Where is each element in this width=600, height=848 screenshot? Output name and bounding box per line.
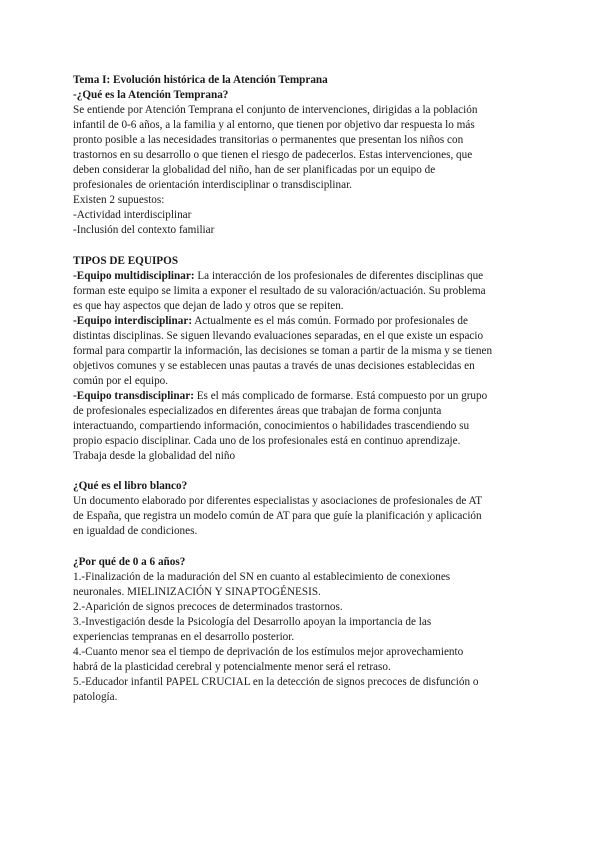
trans-first-text: Es el más complicado de formarse. Está compuesto por un grupo	[193, 389, 488, 402]
list-item: 1.-Finalización de la maduración del SN en cuanto al establecimiento de conexiones	[73, 570, 451, 583]
paragraph-line: distintas disciplinas. Se siguen llevando evaluaciones separadas, en el que existe un espacio	[73, 329, 484, 342]
inter-first-line	[73, 314, 533, 329]
paragraph-line: objetivos comunes y se establecen unas pautas a través de unas decisiones establecidas en	[73, 359, 475, 372]
paragraph-line: Existen 2 supuestos:	[73, 194, 165, 207]
list-item: -Inclusión del contexto familiar	[73, 224, 215, 237]
list-item: 4.-Cuanto menor sea el tiempo de deprivación de los estímulos mejor aprovechamiento	[73, 645, 464, 658]
paragraph-line: de España, que registra un modelo común de AT para que guíe la planificación y aplicación	[73, 510, 482, 523]
list-item: 5.-Educador infantil PAPEL CRUCIAL en la detección de signos precoces de disfunción o	[73, 675, 479, 688]
paragraph-line: Se entiende por Atención Temprana el conjunto de intervenciones, dirigidas a la población	[73, 104, 478, 117]
inter-first-text: Actualmente es el más común. Formado por profesionales de	[192, 314, 468, 327]
spacer	[73, 239, 533, 254]
equipos-heading: TIPOS DE EQUIPOS	[73, 254, 179, 267]
list-item: neuronales. MIELINIZACIÓN Y SINAPTOGÉNESIS.	[73, 585, 321, 598]
paragraph-line: trastornos en su desarrollo o que tienen el riesgo de padecerlos. Estas intervenciones, que	[73, 149, 473, 162]
trans-first-line	[73, 389, 533, 404]
list-item: 2.-Aparición de signos precoces de determinados trastornos.	[73, 600, 343, 613]
paragraph-line: es que hay aspectos que dejan de lado y otros que se repiten.	[73, 299, 344, 312]
paragraph-line: de profesionales especializados en diferentes áreas que trabajan de forma conjunta	[73, 405, 442, 418]
paragraph-line: propio espacio disciplinar. Cada uno de los profesionales está en continuo aprendizaje.	[73, 435, 461, 448]
spacer	[73, 539, 533, 554]
document-page	[73, 73, 533, 705]
spacer	[73, 464, 533, 479]
paragraph-line: común por el equipo.	[73, 374, 169, 387]
paragraph-line: infantil de 0-6 años, a la familia y al entorno, que tienen por objetivo dar respuesta lo más	[73, 119, 475, 132]
porque-heading: ¿Por qué de 0 a 6 años?	[73, 555, 186, 568]
trans-label: -Equipo transdisciplinar:	[73, 389, 194, 402]
paragraph-line: pronto posible a las necesidades transitorias o permanentes que presentan los niños con	[73, 134, 464, 147]
multi-first-text: La interacción de los profesionales de diferentes disciplinas que	[194, 269, 484, 282]
list-item: habrá de la plasticidad cerebral y potencialmente menor será el retraso.	[73, 660, 391, 673]
paragraph-line: formal para compartir la información, las decisiones se toman a partir de la misma y se tienen	[73, 344, 493, 357]
multi-first-line	[73, 269, 533, 284]
list-item: -Actividad interdisciplinar	[73, 209, 192, 222]
paragraph-line: forman este equipo se limita a exponer el resultado de su valoración/actuación. Su problema	[73, 284, 486, 297]
libro-heading: ¿Qué es el libro blanco?	[73, 480, 188, 493]
paragraph-line: Un documento elaborado por diferentes especialistas y asociaciones de profesionales de AT	[73, 495, 483, 508]
paragraph-line: interactuando, compartiendo información, conocimientos o habilidades trascendiendo su	[73, 420, 470, 433]
document-title: Tema I: Evolución histórica de la Atención Temprana	[73, 74, 328, 86]
list-item: patología.	[73, 690, 118, 703]
paragraph-line: en igualdad de condiciones.	[73, 525, 198, 538]
intro-heading: -¿Qué es la Atención Temprana?	[73, 89, 229, 102]
paragraph-line: deben considerar la globalidad del niño, han de ser planificadas por un equipo de	[73, 164, 436, 177]
multi-label: -Equipo multidisciplinar:	[73, 269, 195, 282]
paragraph-line: Trabaja desde la globalidad del niño	[73, 450, 236, 463]
list-item: 3.-Investigación desde la Psicología del Desarrollo apoyan la importancia de las	[73, 615, 432, 628]
inter-label: -Equipo interdisciplinar:	[73, 314, 193, 327]
list-item: experiencias tempranas en el desarrollo posterior.	[73, 630, 295, 643]
paragraph-line: profesionales de orientación interdisciplinar o transdisciplinar.	[73, 179, 352, 192]
